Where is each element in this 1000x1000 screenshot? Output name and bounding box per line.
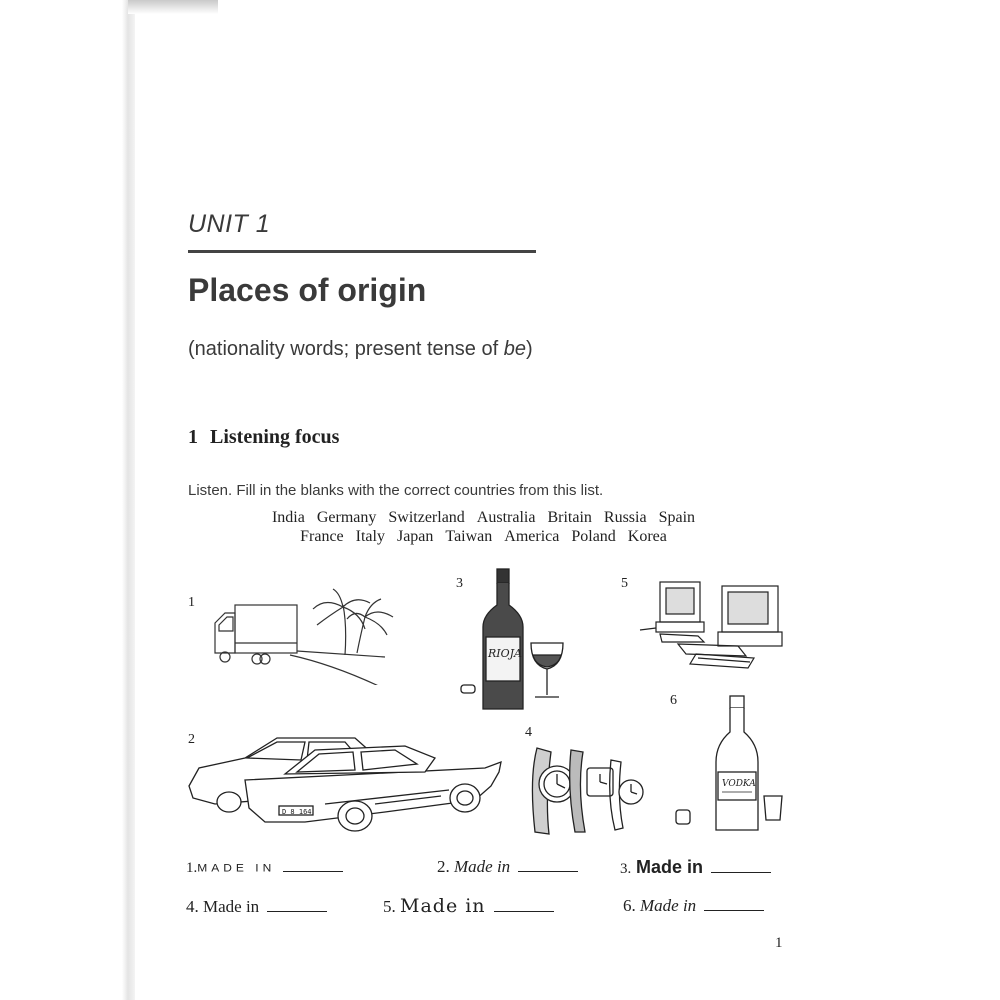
answer-label: MADE IN	[197, 861, 276, 875]
cars-illustration	[185, 728, 505, 840]
answer-line-1	[186, 860, 343, 877]
figure-number-2: 2	[188, 732, 195, 747]
country-list-row-2	[188, 528, 779, 546]
country-list-row-1	[188, 509, 779, 527]
truck-palm-illustration	[205, 585, 405, 685]
section-number: 1	[188, 426, 198, 448]
country-word: Britain	[547, 509, 592, 526]
figure-number-5: 5	[621, 576, 628, 591]
answer-label: Made in	[203, 897, 260, 916]
computers-illustration	[638, 578, 788, 673]
subtitle-suffix: )	[525, 338, 533, 360]
country-word: Germany	[316, 509, 377, 526]
subtitle-italic: be	[503, 338, 526, 360]
country-word: India	[271, 509, 305, 526]
answer-blank-4[interactable]	[267, 910, 327, 912]
figure-number-6: 6	[670, 693, 677, 708]
figure-number-3: 3	[456, 576, 463, 591]
answer-number: 1.	[186, 860, 198, 876]
answer-line-3	[620, 857, 771, 878]
answer-number: 4.	[186, 897, 199, 916]
country-word: America	[504, 528, 560, 545]
answer-line-4	[186, 897, 327, 917]
instructions: Listen. Fill in the blanks with the correct countries from this list.	[188, 482, 604, 499]
figure-number-4: 4	[525, 725, 532, 740]
answer-label: Made in	[640, 896, 697, 915]
subtitle-prefix: (nationality words; present tense of	[188, 338, 504, 360]
page-corner-shade	[128, 0, 218, 14]
unit-label: UNIT 1	[188, 210, 271, 238]
section-heading	[188, 426, 339, 449]
wine-bottle-illustration	[455, 565, 575, 715]
watches-illustration	[527, 738, 649, 840]
country-word: Italy	[355, 528, 385, 545]
country-word: Switzerland	[388, 509, 465, 526]
page-title: Places of origin	[188, 272, 427, 308]
unit-divider	[188, 250, 536, 253]
answer-line-6	[623, 896, 764, 916]
answer-label: Made in	[454, 857, 511, 876]
country-word: France	[300, 528, 344, 545]
page-number: 1	[775, 935, 783, 951]
answer-label: Made in	[400, 895, 486, 917]
answer-blank-2[interactable]	[518, 870, 578, 872]
answer-blank-6[interactable]	[704, 909, 764, 911]
figure-number-1: 1	[188, 595, 195, 610]
answer-number: 2.	[437, 857, 450, 876]
answer-number: 6.	[623, 896, 636, 915]
country-word: Poland	[571, 528, 616, 545]
subtitle	[188, 338, 533, 361]
section-title: Listening focus	[210, 426, 340, 448]
page-edge-shadow	[0, 0, 135, 1000]
wine-label-text: RIOJA	[488, 647, 522, 660]
answer-blank-3[interactable]	[711, 871, 771, 873]
answer-line-2	[437, 857, 578, 877]
answer-blank-5[interactable]	[494, 910, 554, 912]
answer-number: 5.	[383, 897, 396, 916]
country-word: Russia	[603, 509, 647, 526]
country-word: Korea	[627, 528, 667, 545]
svg-text:D 8 164: D 8 164	[282, 808, 312, 816]
answer-blank-1[interactable]	[283, 870, 343, 872]
country-word: Japan	[396, 528, 434, 545]
country-word: Australia	[476, 509, 536, 526]
answer-label: Made in	[635, 857, 703, 877]
vodka-label-text: VODKA	[722, 779, 756, 789]
answer-number: 3.	[620, 861, 632, 877]
answer-line-5	[383, 895, 554, 917]
country-word: Taiwan	[445, 528, 493, 545]
vodka-bottle-illustration	[672, 692, 792, 837]
country-word: Spain	[658, 509, 696, 526]
